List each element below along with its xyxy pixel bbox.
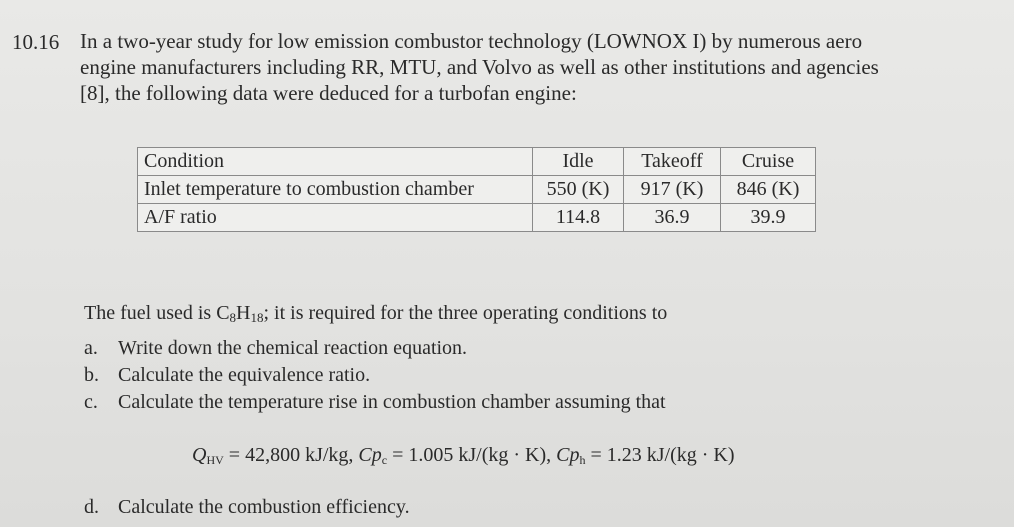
item-marker: a. bbox=[84, 337, 98, 359]
item-text: Write down the chemical reaction equation. bbox=[118, 337, 468, 359]
formula-symbol: Cp bbox=[358, 444, 382, 466]
table-cell: 39.9 bbox=[721, 204, 816, 232]
formula-value: = 42,800 kJ/kg, bbox=[223, 444, 359, 466]
header-idle: Idle bbox=[533, 148, 624, 176]
fuel-subscript: 18 bbox=[250, 310, 264, 325]
fuel-intro-text: The fuel used is C bbox=[84, 302, 230, 324]
formula-value: = 1.005 kJ/(kg · K), bbox=[387, 444, 557, 466]
fuel-subscript: 8 bbox=[229, 310, 237, 325]
formula-symbol: Q bbox=[192, 444, 207, 466]
given-values-formula bbox=[192, 444, 735, 468]
problem-statement bbox=[80, 28, 960, 106]
list-item bbox=[84, 391, 666, 414]
list-item bbox=[84, 364, 370, 387]
table-cell: Inlet temperature to combustion chamber bbox=[138, 176, 533, 204]
list-item bbox=[84, 337, 467, 360]
statement-line-2: engine manufacturers including RR, MTU, and Volvo as well as other institutions and agencies bbox=[80, 55, 879, 79]
formula-subscript: HV bbox=[206, 453, 224, 467]
formula-subscript: c bbox=[381, 453, 388, 467]
fuel-intro-text: H bbox=[236, 302, 251, 324]
item-text: Calculate the equivalence ratio. bbox=[118, 364, 371, 386]
table-row bbox=[138, 204, 816, 232]
statement-line-3: [8], the following data were deduced for a turbofan engine: bbox=[80, 81, 577, 105]
statement-line-1: In a two-year study for low emission combustor technology (LOWNOX I) by numerous aero bbox=[80, 29, 863, 53]
table-cell: 917 (K) bbox=[624, 176, 721, 204]
table-header-row bbox=[138, 148, 816, 176]
engine-data-table bbox=[137, 147, 816, 232]
fuel-intro bbox=[84, 302, 667, 326]
table-cell: 846 (K) bbox=[721, 176, 816, 204]
formula-symbol: Cp bbox=[556, 444, 580, 466]
formula-value: = 1.23 kJ/(kg · K) bbox=[585, 444, 735, 466]
header-takeoff: Takeoff bbox=[624, 148, 721, 176]
table-cell: 36.9 bbox=[624, 204, 721, 232]
table-cell: 114.8 bbox=[533, 204, 624, 232]
formula-subscript: h bbox=[579, 453, 586, 467]
table-cell: A/F ratio bbox=[138, 204, 533, 232]
header-condition: Condition bbox=[138, 148, 533, 176]
item-marker: b. bbox=[84, 364, 99, 386]
item-marker: c. bbox=[84, 391, 98, 413]
problem-number: 10.16 bbox=[12, 30, 60, 54]
header-cruise: Cruise bbox=[721, 148, 816, 176]
table-cell: 550 (K) bbox=[533, 176, 624, 204]
item-marker: d. bbox=[84, 496, 99, 518]
table-row bbox=[138, 176, 816, 204]
item-text: Calculate the temperature rise in combustion chamber assuming that bbox=[118, 391, 666, 413]
list-item bbox=[84, 496, 410, 519]
fuel-intro-text: ; it is required for the three operating conditions to bbox=[263, 302, 668, 324]
item-text: Calculate the combustion efficiency. bbox=[118, 496, 410, 518]
